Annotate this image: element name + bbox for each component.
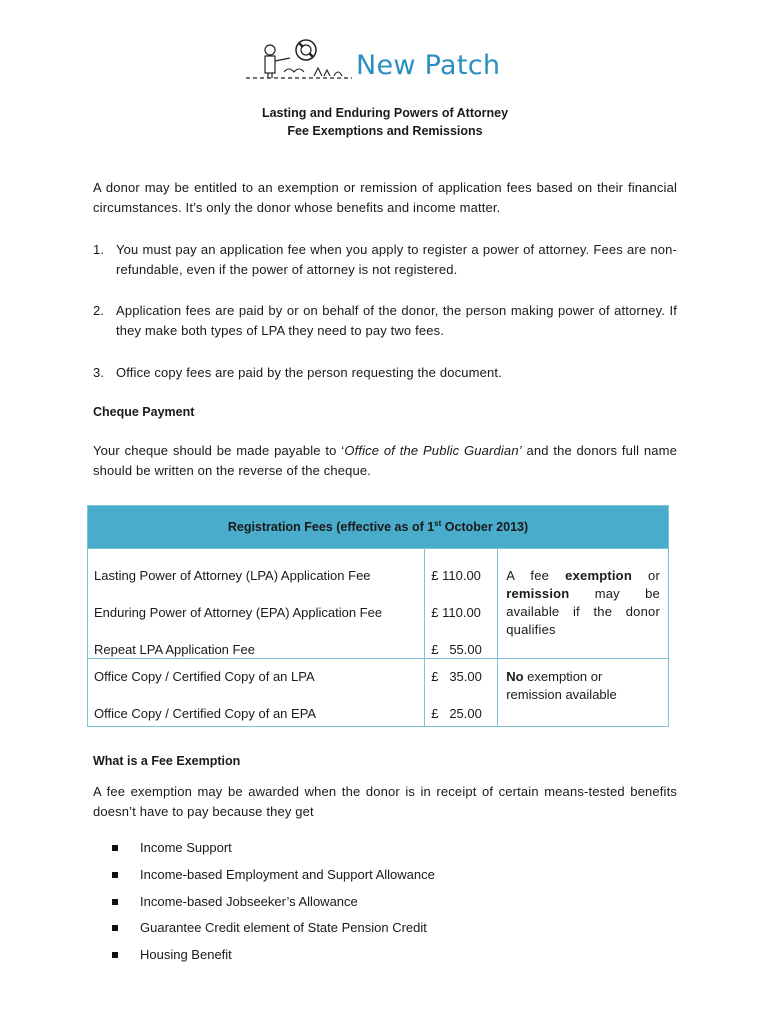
list-number: 1. <box>93 242 105 257</box>
bullet-icon <box>112 952 118 958</box>
list-item <box>112 947 435 974</box>
cheque-heading: Cheque Payment <box>93 405 195 419</box>
note-text: or <box>631 568 660 583</box>
fee-amount: £ 55.00 <box>431 642 482 657</box>
numbered-list <box>93 363 677 383</box>
list-number: 2. <box>93 303 105 318</box>
bullet-icon <box>112 899 118 905</box>
bullet-text: Income-based Employment and Support Allowance <box>140 866 435 882</box>
header-text-end: October 2013) <box>441 520 529 535</box>
note-text: A fee <box>506 568 566 583</box>
fee-note-cell <box>498 659 669 727</box>
list-item <box>93 363 677 383</box>
exemption-paragraph: A fee exemption may be awarded when the donor is in receipt of certain means-tested benefits doesn’t have to pay because they get <box>93 784 677 819</box>
fee-amount: £ 110.00 <box>431 605 481 620</box>
list-item <box>93 240 677 280</box>
fee-amounts-cell <box>425 659 498 727</box>
exemption-note <box>498 549 668 639</box>
fee-name: Lasting Power of Attorney (LPA) Application Fee <box>94 568 371 583</box>
note-bold: No <box>506 669 524 684</box>
list-item <box>112 920 435 947</box>
intro-paragraph: A donor may be entitled to an exemption or remission of application fees based on their financial circumstances. It’s only the donor whose benefits and income matter. <box>93 180 677 215</box>
bullet-text: Housing Benefit <box>140 947 232 963</box>
no-exemption-note <box>498 659 668 704</box>
numbered-list <box>93 301 677 341</box>
fee-amount: £ 25.00 <box>431 706 482 721</box>
fee-name: Repeat LPA Application Fee <box>94 642 255 657</box>
list-number: 3. <box>93 365 105 380</box>
fee-table <box>87 505 669 727</box>
numbered-list <box>93 240 677 280</box>
benefits-list <box>112 840 435 974</box>
fee-name: Office Copy / Certified Copy of an EPA <box>94 706 317 721</box>
fee-amounts-cell <box>425 549 498 659</box>
bullet-text: Income-based Jobseeker’s Allowance <box>140 893 358 909</box>
bullet-icon <box>112 925 118 931</box>
fee-names-cell <box>88 659 425 727</box>
fee-name: Enduring Power of Attorney (EPA) Application Fee <box>94 605 383 620</box>
document-title: Lasting and Enduring Powers of Attorney <box>261 106 509 120</box>
note-text: may be available if the donor qualifies <box>506 586 660 637</box>
cheque-payee: Office of the Public Guardian’ <box>344 443 522 458</box>
list-item <box>112 867 435 894</box>
bullet-text: Income Support <box>140 840 232 855</box>
exemption-heading: What is a Fee Exemption <box>93 754 241 768</box>
list-text: Application fees are paid by or on behalf of the donor, the person making power of attorney. If they make both types of LPA they need to pay two fees. <box>116 303 677 338</box>
fee-table-header <box>88 506 669 549</box>
cheque-text: Your cheque should be made payable to ‘ <box>93 443 345 458</box>
fee-name: Office Copy / Certified Copy of an LPA <box>94 669 315 684</box>
header-sup: st <box>434 519 442 529</box>
list-text: You must pay an application fee when you apply to register a power of attorney. Fees are non-refundable, even if the power of attorney is not registered. <box>116 242 677 277</box>
list-item <box>112 840 435 867</box>
fee-amount: £ 35.00 <box>431 669 482 684</box>
note-text: exemption or remission available <box>506 669 617 702</box>
bullet-icon <box>112 845 118 851</box>
document-subtitle: Fee Exemptions and Remissions <box>287 124 483 138</box>
bullet-icon <box>112 872 118 878</box>
new-patch-logo <box>244 36 534 86</box>
logo-figure-icon <box>244 36 356 86</box>
fee-amount: £ 110.00 <box>431 568 481 583</box>
cheque-text-end: and the donors full name should be written on the reverse of the cheque. <box>93 443 677 478</box>
note-bold: exemption <box>565 568 632 583</box>
list-text: Office copy fees are paid by the person requesting the document. <box>116 365 502 380</box>
list-item <box>93 301 677 341</box>
fee-note-cell <box>498 549 669 659</box>
list-item <box>112 894 435 921</box>
cheque-paragraph <box>93 441 677 481</box>
header-text: Registration Fees (effective as of 1 <box>227 520 435 535</box>
note-bold: remission <box>506 586 570 601</box>
logo-text: New Patch <box>356 50 501 81</box>
bullet-text: Guarantee Credit element of State Pension Credit <box>140 920 427 936</box>
fee-names-cell <box>88 549 425 659</box>
